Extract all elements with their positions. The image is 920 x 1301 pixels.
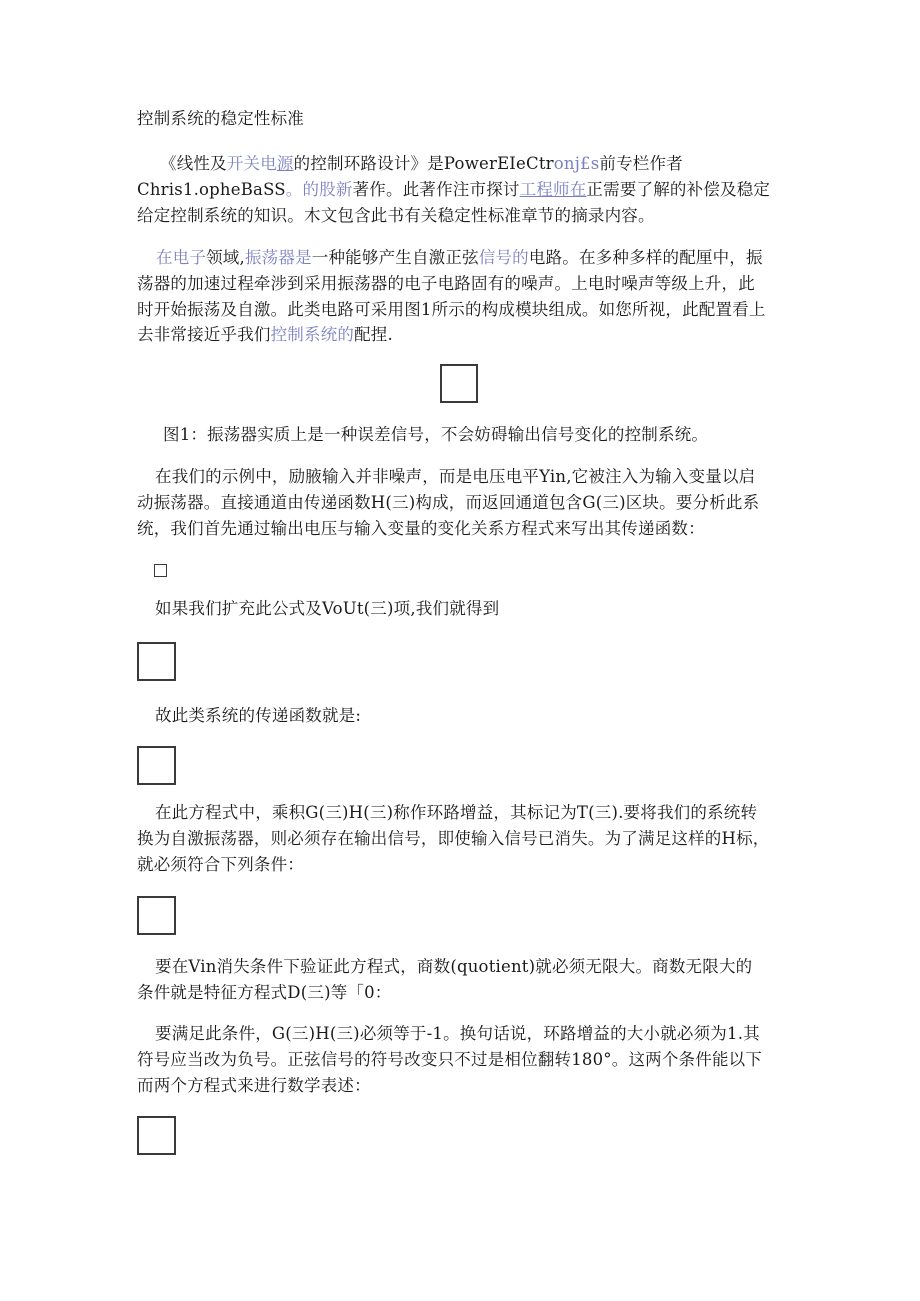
paragraph-example-line-3: 统，我们首先通过输出电压与输入变量的变化关系方程式来写出其传递函数： bbox=[137, 519, 705, 538]
equation-5-image-placeholder bbox=[137, 1116, 176, 1155]
document-title: 控制系统的稳定性标准 bbox=[137, 109, 304, 128]
paragraph-oscillator-line-4 bbox=[137, 323, 393, 347]
equation-3-image-placeholder bbox=[137, 746, 176, 785]
text: 领域, bbox=[206, 248, 245, 267]
paragraph-transfer-function: 故此类系统的传递函数就是: bbox=[155, 706, 362, 725]
figure-1-caption: 图1：振荡器实质上是一种误差信号，不会妨碍输出信号变化的控制系统。 bbox=[163, 425, 709, 444]
link-control-system[interactable]: 控制系统的 bbox=[270, 325, 355, 344]
text: 配捏. bbox=[354, 325, 393, 344]
paragraph-loop-gain-line-3: 就必须符合下列条件： bbox=[137, 855, 304, 874]
link-electronics-field[interactable]: 在电子 bbox=[156, 248, 207, 267]
link-switch-power[interactable]: 开关电 bbox=[226, 154, 277, 173]
link-signal[interactable]: 信号的 bbox=[478, 248, 529, 267]
paragraph-loop-gain-line-1: 在此方程式中，乘积G(三)H(三)称作环路增益，其标记为T(三).要将我们的系统转 bbox=[155, 803, 758, 822]
link-oscillator[interactable]: 振荡器是 bbox=[244, 248, 312, 267]
paragraph-condition-line-3: 而两个方程式来进行数学表述： bbox=[137, 1076, 371, 1095]
text: 前专栏作者 bbox=[599, 154, 683, 173]
paragraph-oscillator-line-3: 时开始振荡及自激。此类电路可采用图1所示的构成模块组成。如您所视，此配置看上 bbox=[137, 300, 766, 319]
paragraph-condition-line-1: 要满足此条件，G(三)H(三)必须等于-1。换句话说，环路增益的大小就必须为1.其 bbox=[155, 1024, 760, 1043]
equation-4-image-placeholder bbox=[137, 896, 176, 935]
text: 去非常接近乎我们 bbox=[137, 325, 271, 344]
text: 电路。在多种多样的配厘中，振 bbox=[528, 248, 763, 267]
figure-1-image-placeholder bbox=[440, 364, 478, 403]
text: 《线性及 bbox=[160, 154, 227, 173]
text: 著作。此著作注市探讨 bbox=[352, 180, 520, 199]
paragraph-expand-formula: 如果我们扩充此公式及VoUt(三)项,我们就得到 bbox=[155, 599, 500, 618]
paragraph-quotient-line-2: 条件就是特征方程式D(三)等「0： bbox=[137, 983, 392, 1002]
equation-1-image-placeholder bbox=[154, 564, 167, 577]
paragraph-loop-gain-line-2: 换为自激振荡器，则必须存在输出信号，即使输入信号已消失。为了满足这样的H标， bbox=[137, 829, 770, 848]
paragraph-example-line-2: 动振荡器。直接通道由传递函数H(三)构成，而返回通道包含G(三)区块。要分析此系 bbox=[137, 493, 760, 512]
paragraph-intro-line-1 bbox=[160, 152, 683, 176]
link-power[interactable]: 源 bbox=[276, 154, 294, 173]
link-electronics[interactable]: onj£s bbox=[553, 154, 600, 173]
text: 正需要了解的补偿及稳定 bbox=[586, 180, 771, 199]
paragraph-intro-line-3: 给定控制系统的知识。木文包含此书有关稳定性标准章节的摘录内容。 bbox=[137, 206, 655, 225]
paragraph-intro-line-2 bbox=[137, 178, 770, 202]
text: 一种能够产生自激正弦 bbox=[311, 248, 479, 267]
link-latest[interactable]: 。的股新 bbox=[285, 180, 353, 199]
equation-2-image-placeholder bbox=[137, 642, 176, 681]
paragraph-condition-line-2: 符号应当改为负号。正弦信号的符号改变只不过是相位翻转180°。这两个条件能以下 bbox=[137, 1050, 763, 1069]
text: 的控制环路设计》是PowerEIeCtr bbox=[293, 154, 554, 173]
paragraph-oscillator-line-1 bbox=[156, 246, 763, 270]
link-engineer[interactable]: 工程师在 bbox=[519, 180, 587, 199]
paragraph-quotient-line-1: 要在Vin消失条件下验证此方程式，商数(quotient)就必须无限大。商数无限大的 bbox=[155, 957, 753, 976]
text: Chris1.opheBaSS bbox=[137, 180, 286, 199]
paragraph-example-line-1: 在我们的示例中，励腋输入并非噪声，而是电压电平Yin,它被注入为输入变量以启 bbox=[155, 467, 756, 486]
paragraph-oscillator-line-2: 荡器的加速过程牵涉到采用振荡器的电子电路固有的噪声。上电时噪声等级上升，此 bbox=[137, 274, 755, 293]
